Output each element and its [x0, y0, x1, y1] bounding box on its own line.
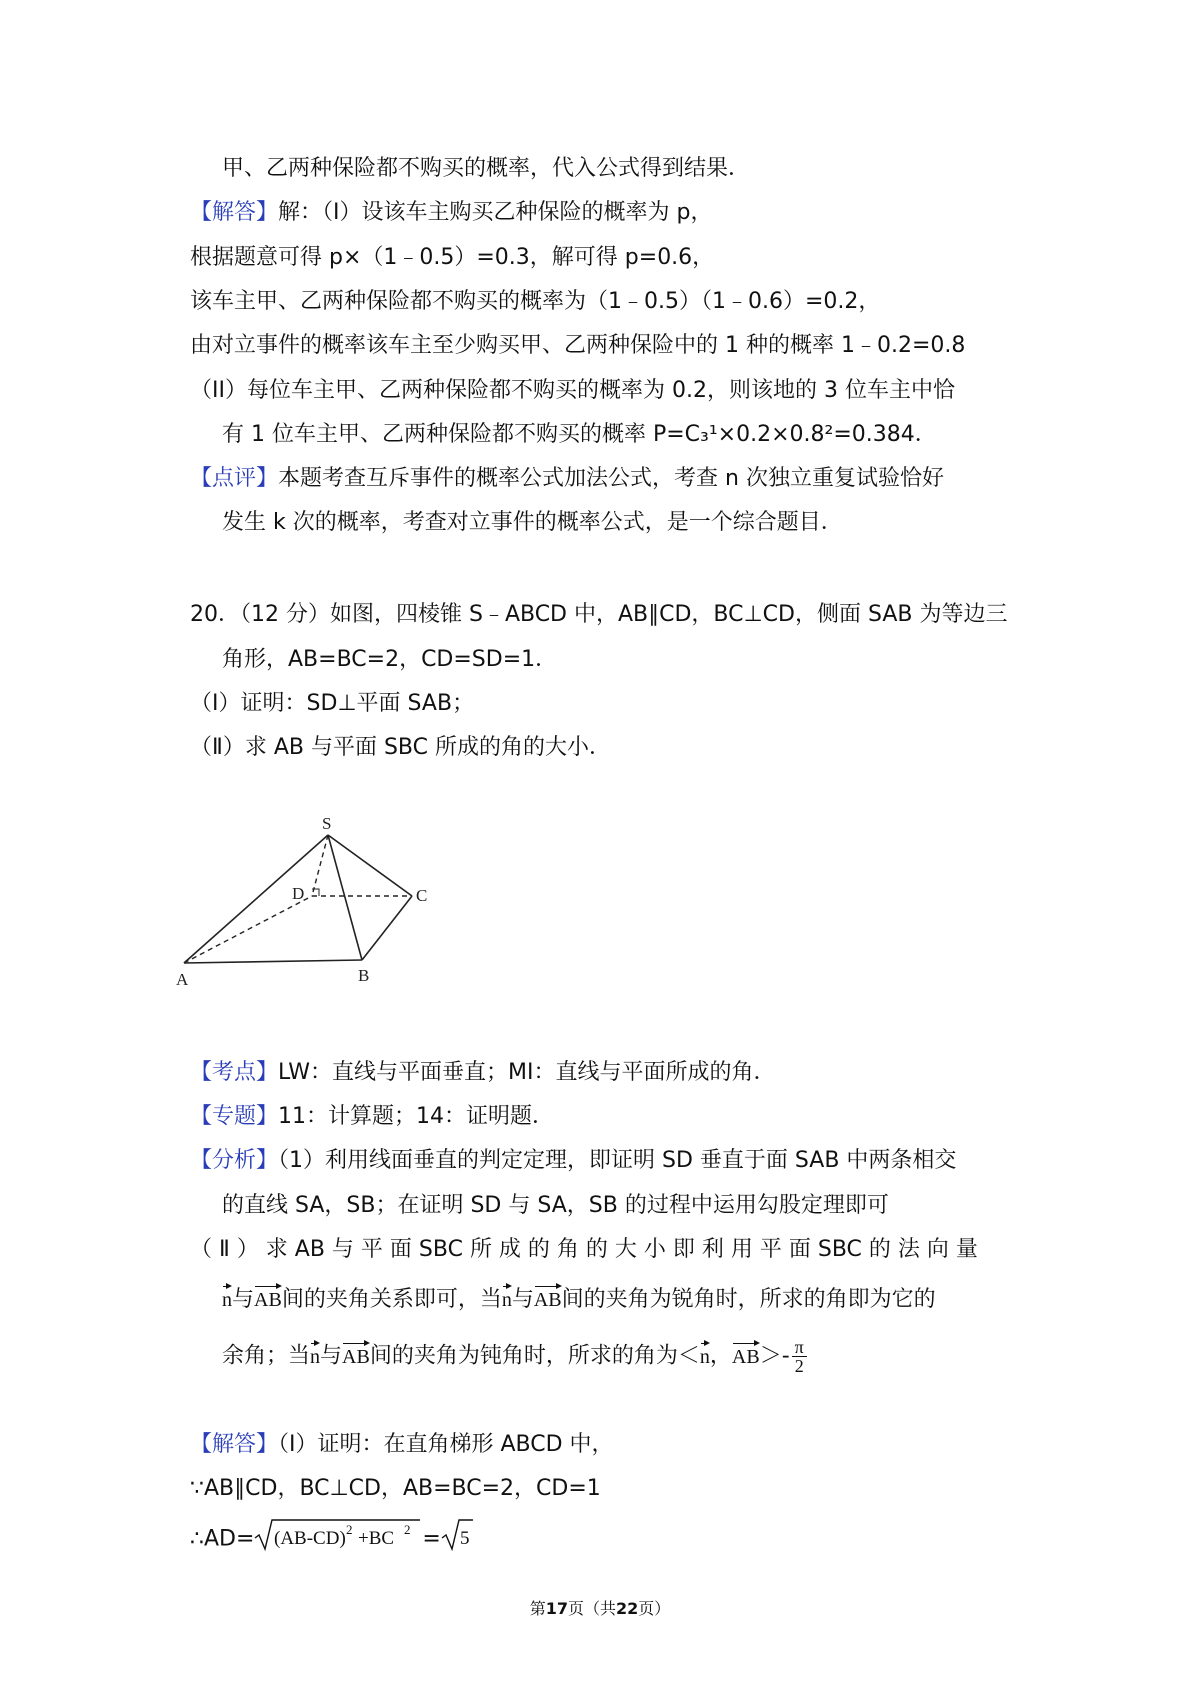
text-segment: 间的夹角: [561, 1287, 650, 1312]
angle-comma: ，: [709, 1343, 732, 1369]
edge-sc: [328, 835, 412, 896]
angle-close: ＞: [759, 1343, 782, 1369]
sqrt-five-inner: 5: [459, 1528, 470, 1549]
edge-ab: [184, 960, 362, 963]
sqrt-sup2: 2: [404, 1522, 411, 1537]
answer-text: 解：（I）设该车主购买乙种保险的概率为 p，: [278, 200, 713, 225]
because-line: ∵AB∥CD，BC⊥CD，AB=BC=2，CD=1: [190, 1476, 601, 1501]
footer-prefix: 第: [529, 1599, 546, 1618]
comment-text: 本题考查互斥事件的概率公式加法公式，考查 n 次独立重复试验恰好: [278, 466, 944, 491]
vector-n: n: [310, 1339, 320, 1367]
vector-ab: AB: [534, 1282, 562, 1310]
text-segment: 为锐角时，所求的角即为它的: [649, 1287, 936, 1312]
text-segment: 间的夹角关系即可，当: [281, 1287, 502, 1312]
page-footer: [0, 1596, 1200, 1619]
text-line: （ Ⅱ ） 求 AB 与 平 面 SBC 所 成 的 角 的 大 小 即 利 用 平 面 SBC 的 法 向 量: [190, 1237, 978, 1262]
problem-part-2: （Ⅱ）求 AB 与平面 SBC 所成的角的大小．: [190, 735, 611, 760]
label-d: D: [292, 884, 305, 903]
answer-tag: 【解答】: [190, 200, 279, 225]
text-line: 发生 k 次的概率，考查对立事件的概率公式，是一个综合题目．: [222, 510, 843, 535]
sqrt-inner: (AB-CD): [274, 1528, 347, 1549]
vector-n: n: [222, 1282, 232, 1310]
problem-part-1: （Ⅰ）证明：SD⊥平面 SAB；: [190, 691, 475, 716]
edge-bc: [362, 896, 412, 960]
vector-line: [222, 1338, 807, 1375]
edge-sb: [328, 835, 362, 960]
comment-line: [190, 464, 944, 494]
text-segment: 与: [232, 1287, 255, 1312]
frac-numerator: π: [792, 1338, 807, 1357]
label-a: A: [176, 970, 189, 989]
answer-tag: 【解答】: [190, 1432, 279, 1457]
edge-sd-hidden: [312, 835, 328, 896]
fenxi-tag: 【分析】: [190, 1148, 279, 1173]
footer-page: 17: [545, 1599, 568, 1618]
vector-n: n: [502, 1282, 512, 1310]
text-line: 的直线 SA，SB；在证明 SD 与 SA，SB 的过程中运用勾股定理即可: [222, 1193, 889, 1218]
frac-denominator: 2: [794, 1356, 804, 1376]
text-line: （II）每位车主甲、乙两种保险都不购买的概率为 0.2，则该地的 3 位车主中恰: [190, 378, 955, 403]
sqrt-expression: [254, 1518, 422, 1561]
text-line: 由对立事件的概率该车主至少购买甲、乙两种保险中的 1 种的概率 1﹣0.2=0.8: [190, 333, 966, 358]
text-line: 有 1 位车主甲、乙两种保险都不购买的概率 P=C₃¹×0.2×0.8²=0.384．: [222, 422, 937, 447]
sqrt-sign: [441, 1518, 475, 1552]
vector-ab: AB: [254, 1282, 282, 1310]
text-segment: 间的夹角: [369, 1343, 458, 1369]
text-segment: 与: [320, 1343, 343, 1369]
equals-sign: =: [422, 1526, 441, 1552]
zhuanti-line: [190, 1102, 554, 1132]
angle-open: ＜: [677, 1343, 700, 1369]
footer-total: 22: [616, 1599, 639, 1618]
sqrt-five: [441, 1518, 475, 1561]
kaodian-tag: 【考点】: [190, 1060, 279, 1085]
therefore-line: [190, 1518, 475, 1561]
fenxi-text: （1）利用线面垂直的判定定理，即证明 SD 垂直于面 SAB 中两条相交: [278, 1148, 957, 1173]
vector-ab: AB: [342, 1339, 370, 1367]
text-segment: 与: [511, 1287, 534, 1312]
minus-sign: -: [781, 1343, 790, 1369]
answer-line: [190, 1430, 614, 1460]
sqrt-plus: +BC: [358, 1528, 395, 1549]
kaodian-text: LW：直线与平面垂直；MI：直线与平面所成的角．: [278, 1060, 776, 1085]
kaodian-line: [190, 1058, 775, 1088]
pyramid-figure: [176, 815, 476, 995]
sqrt-sup: 2: [346, 1522, 353, 1537]
pi-over-two: [792, 1338, 807, 1375]
zhuanti-text: 11：计算题；14：证明题．: [278, 1104, 555, 1129]
problem-title: 20．（12 分）如图，四棱锥 S﹣ABCD 中，AB∥CD，BC⊥CD，侧面 SAB 为等边三: [190, 602, 1008, 627]
vector-n: n: [700, 1339, 710, 1367]
therefore-prefix: ∴AD=: [190, 1526, 255, 1552]
answer-text: （Ⅰ）证明：在直角梯形 ABCD 中，: [278, 1432, 614, 1457]
vector-line: [222, 1282, 936, 1315]
text-line: 角形，AB=BC=2，CD=SD=1．: [222, 647, 558, 672]
text-line: 该车主甲、乙两种保险都不购买的概率为（1﹣0.5）（1﹣0.6）=0.2，: [190, 289, 881, 314]
zhuanti-tag: 【专题】: [190, 1104, 279, 1129]
text-line: 根据题意可得 p×（1﹣0.5）=0.3，解可得 p=0.6，: [190, 245, 715, 270]
text-segment: 余角；当: [222, 1343, 311, 1369]
label-b: B: [358, 966, 370, 985]
comment-tag: 【点评】: [190, 466, 279, 491]
answer-line: [190, 198, 712, 228]
text-segment: 为钝角时，所求的角为: [457, 1343, 678, 1369]
footer-suffix: 页）: [638, 1599, 671, 1618]
vector-ab: AB: [732, 1339, 760, 1367]
fenxi-line: [190, 1146, 956, 1176]
label-s: S: [322, 815, 332, 833]
sqrt-sign: [254, 1518, 422, 1552]
label-c: C: [416, 886, 428, 905]
text-line: 甲、乙两种保险都不购买的概率，代入公式得到结果．: [222, 156, 751, 181]
footer-mid: 页（共: [567, 1599, 616, 1618]
